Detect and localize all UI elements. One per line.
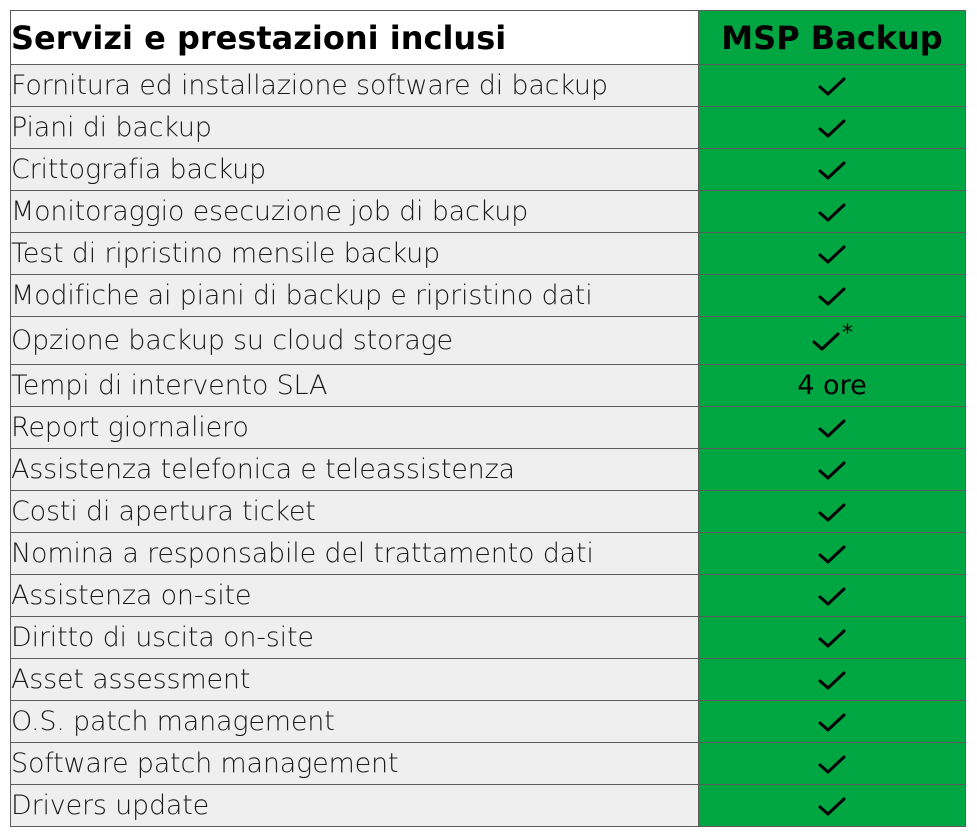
service-value xyxy=(699,533,966,575)
service-value xyxy=(699,107,966,149)
service-value xyxy=(699,365,966,407)
check-icon xyxy=(817,460,847,482)
service-label: Piani di backup xyxy=(11,107,699,149)
check-icon xyxy=(817,628,847,650)
service-value xyxy=(699,317,966,365)
service-value xyxy=(699,233,966,275)
service-label: Costi di apertura ticket xyxy=(11,491,699,533)
check-icon xyxy=(817,586,847,608)
service-value xyxy=(699,65,966,107)
check-icon xyxy=(817,754,847,776)
service-value xyxy=(699,491,966,533)
table-row xyxy=(11,317,966,365)
table-row xyxy=(11,743,966,785)
service-label: Monitoraggio esecuzione job di backup xyxy=(11,191,699,233)
service-value xyxy=(699,743,966,785)
check-icon xyxy=(817,202,847,224)
services-table xyxy=(10,10,966,827)
service-label: O.S. patch management xyxy=(11,701,699,743)
check-icon xyxy=(817,544,847,566)
sla-value: 4 ore xyxy=(797,370,867,401)
table-row xyxy=(11,701,966,743)
check-icon xyxy=(817,118,847,140)
header-services: Servizi e prestazioni inclusi xyxy=(11,11,699,65)
service-label: Test di ripristino mensile backup xyxy=(11,233,699,275)
service-value xyxy=(699,191,966,233)
service-value xyxy=(699,785,966,827)
table-row xyxy=(11,149,966,191)
service-value xyxy=(699,275,966,317)
header-row xyxy=(11,11,966,65)
table-body xyxy=(11,65,966,827)
table-row xyxy=(11,407,966,449)
table-row xyxy=(11,659,966,701)
service-label: Fornitura ed installazione software di backup xyxy=(11,65,699,107)
service-value xyxy=(699,575,966,617)
table-row xyxy=(11,365,966,407)
check-icon xyxy=(817,670,847,692)
table-row xyxy=(11,533,966,575)
check-icon xyxy=(817,244,847,266)
service-label: Drivers update xyxy=(11,785,699,827)
check-icon xyxy=(817,502,847,524)
service-label: Assistenza on-site xyxy=(11,575,699,617)
service-label: Opzione backup su cloud storage xyxy=(11,317,699,365)
check-icon xyxy=(817,76,847,98)
check-icon xyxy=(817,712,847,734)
table-row xyxy=(11,191,966,233)
table-row xyxy=(11,449,966,491)
check-icon xyxy=(817,418,847,440)
table-row xyxy=(11,785,966,827)
check-icon xyxy=(817,160,847,182)
table-row xyxy=(11,575,966,617)
service-value xyxy=(699,449,966,491)
service-label: Crittografia backup xyxy=(11,149,699,191)
check-icon xyxy=(817,286,847,308)
service-value xyxy=(699,149,966,191)
footnote-asterisk: * xyxy=(842,321,853,346)
check-icon xyxy=(817,796,847,818)
service-label: Software patch management xyxy=(11,743,699,785)
table-row xyxy=(11,275,966,317)
service-label: Tempi di intervento SLA xyxy=(11,365,699,407)
check-icon xyxy=(811,331,841,353)
service-label: Modifiche ai piani di backup e ripristino dati xyxy=(11,275,699,317)
service-label: Report giornaliero xyxy=(11,407,699,449)
service-value xyxy=(699,617,966,659)
header-msp-backup: MSP Backup xyxy=(699,11,966,65)
service-value xyxy=(699,701,966,743)
table-row xyxy=(11,233,966,275)
service-value xyxy=(699,407,966,449)
service-value xyxy=(699,659,966,701)
table-row xyxy=(11,617,966,659)
service-label: Asset assessment xyxy=(11,659,699,701)
table-row xyxy=(11,491,966,533)
table-row xyxy=(11,65,966,107)
service-label: Diritto di uscita on-site xyxy=(11,617,699,659)
table-row xyxy=(11,107,966,149)
service-label: Nomina a responsabile del trattamento dati xyxy=(11,533,699,575)
service-label: Assistenza telefonica e teleassistenza xyxy=(11,449,699,491)
